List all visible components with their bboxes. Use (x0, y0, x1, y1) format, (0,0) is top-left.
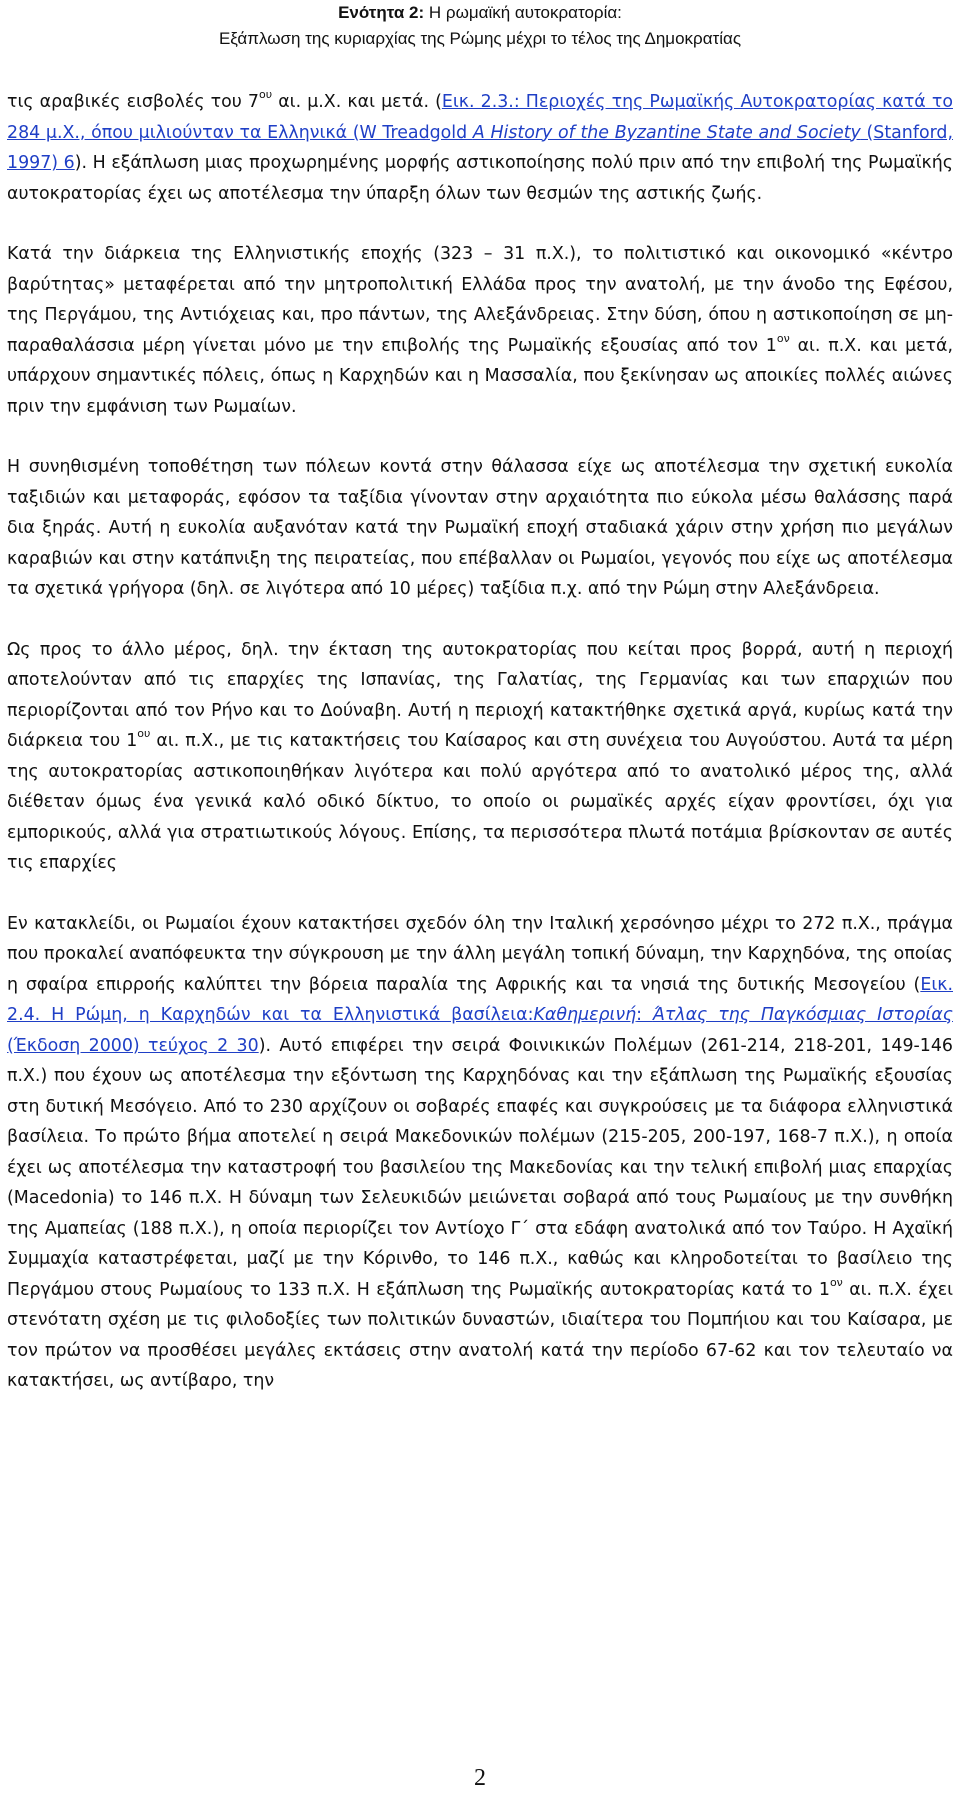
text-span: αι. π.Χ. έχει στενότατη σχέση με τις φιλοδοξίες των πολιτικών δυναστών, ιδιαίτερα του Πομπήιου και του Καίσαρα, με τον πρώτον να προσθέσει μεγάλες εκτάσεις στην ανατολή κατά την περίοδο 67-62 και τον τελευταίο να κατακτήσει, ως αντίβαρο, την (7, 1279, 953, 1391)
text-span: ). Η εξάπλωση μιας προχωρημένης μορφής αστικοποίησης πολύ πριν από την επιβολή της Ρωμαϊκής αυτοκρατορίας έχει ως αποτέλεσμα την ύπαρξη όλων των θεσμών της αστικής ζωής. (7, 153, 953, 204)
text-span: αι. π.Χ. και μετά, υπάρχουν σημαντικές πόλεις, όπως η Καρχηδών και η Μασσαλία, που ξεκίνησαν ως αποικίες πολλές αιώνες πριν την εμφάνιση των Ρωμαίων. (7, 335, 953, 417)
link-text: Εικ. 2.3.: Περιοχές της Ρωμαϊκής Αυτοκρατορίας κατά το 284 μ.Χ., όπου μιλιούνταν τα Ελληνικά (W Treadgold (7, 92, 953, 143)
superscript: ου (137, 727, 151, 741)
link-italic-text: Καθημερινή (533, 1005, 637, 1025)
link-text: : (636, 1005, 653, 1025)
text-span: Εν κατακλείδι, οι Ρωμαίοι έχουν κατακτήσει σχεδόν όλη την Ιταλική χερσόνησο μέχρι το 272 π.Χ., πράγμα που προκαλεί αναπόφευκτα την σύγκρουση με την άλλη μεγάλη τοπική δύναμη, την Καρχηδόνα, της οποίας η σφαίρα επιρροής καλύπτει την βόρεια παραλία της Αφρικής και τα νησιά της δυτικής Μεσογείου ( (7, 913, 953, 995)
link-text: Εικ. 2.4. Η Ρώμη, η Καρχηδών και τα Ελληνιστικά βασίλεια: (7, 974, 953, 1025)
superscript: ου (259, 88, 273, 102)
text-span: τις αραβικές εισβολές του 7 (7, 92, 259, 112)
link-italic-text: A History of the Byzantine State and Society (472, 122, 861, 143)
text-span: Ως προς το άλλο μέρος, δηλ. την έκταση της αυτοκρατορίας που κείται προς βορρά, αυτή η περιοχή αποτελούνταν από τις επαρχίες της Ισπανίας, της Γαλατίας, της Γερμανίας και των επαρχιών που περιορίζονται από τον Ρήνο και το Δούναβη. Αυτή η περιοχή κατακτήθηκε σχετικά αργά, κυρίως κατά την διάρκεια του 1 (7, 639, 953, 751)
body-text (7, 87, 953, 1427)
text-span: Η συνηθισμένη τοποθέτηση των πόλεων κοντά στην θάλασσα είχε ως αποτέλεσμα την σχετική ευκολία ταξιδιών και μεταφοράς, εφόσον τα ταξίδια γίνονταν στην αρχαιότητα πιο εύκολα μέσω θαλάσσης παρά δια ξηράς. Αυτή η ευκολία αυξανόταν κατά την Ρωμαϊκή εποχή σταδιακά χάριν στην χρήση πιο μεγάλων καραβιών και στην κατάπνιξη της πειρατείας, που επέβαλλαν οι Ρωμαίοι, γεγονός που είχε ως αποτέλεσμα τα σχετικά γρήγορα (δηλ. σε λιγότερα από 10 μέρες) ταξίδια π.χ. από την Ρώμη στην Αλεξάνδρεια. (7, 457, 953, 599)
header-line-1 (0, 0, 960, 26)
text-span: αι. π.Χ., με τις κατακτήσεις του Καίσαρος και στη συνέχεια του Αυγούστου. Αυτά τα μέρη της αυτοκρατορίας αστικοποιηθήκαν λιγότερα και πολύ αργότερα από το ανατολικό μέρος της, αλλά διέθεταν όμως ένα γενικά καλό οδικό δίκτυο, το οποίο οι ρωμαϊκές αρχές είχαν φροντίσει, όχι για εμπορικούς, αλλά για στρατιωτικούς λόγους. Επίσης, τα περισσότερα πλωτά ποτάμια βρίσκονταν σε αυτές τις επαρχίες (7, 731, 953, 873)
link-text: (Έκδοση 2000) τεύχος 2 30 (7, 1035, 259, 1056)
paragraph-4 (7, 635, 953, 879)
superscript: ον (829, 1275, 843, 1289)
page-number: 2 (474, 1765, 486, 1791)
header-unit-title: Η ρωμαϊκή αυτοκρατορία: (424, 3, 622, 22)
page-header (0, 0, 960, 52)
header-line-2: Εξάπλωση της κυριαρχίας της Ρώμης μέχρι το τέλος της Δημοκρατίας (218, 29, 742, 48)
link-text: (Stanford, 1997) 6 (7, 122, 953, 173)
text-span: αι. μ.Χ. και μετά. ( (272, 92, 442, 112)
paragraph-2 (7, 239, 953, 422)
paragraph-1 (7, 87, 953, 209)
paragraph-5 (7, 909, 953, 1397)
text-span: ). Αυτό επιφέρει την σειρά Φοινικικών Πολέμων (261-214, 218-201, 149-146 π.Χ.) που έχουν ως αποτέλεσμα την εξόντωση της Καρχηδόνας και την εξάπλωση της Ρωμαϊκής εξουσίας στη δυτική Μεσόγειο. Από το 230 αρχίζουν οι σοβαρές επαφές και συγκρούσεις με τα διάφορα ελληνιστικά βασίλεια. Το πρώτο βήμα αποτελεί η σειρά Μακεδονικών πολέμων (215-205, 200-197, 168-7 π.Χ.), η οποία έχει ως αποτέλεσμα την καταστροφή του βασιλείου της Μακεδονίας και την τελική επιβολή μιας επαρχίας (Macedonia) το 146 π.Χ. Η δύναμη των Σελευκιδών μειώνεται σοβαρά από τους Ρωμαίους με την συνθήκη της Αμαπείας (188 π.Χ.), η οποία περιορίζει τον Αντίοχο Γ΄ στα εδάφη ανατολικά από τον Ταύρο. Η Αχαϊκή Συμμαχία καταστρέφεται, μαζί με την Κόρινθο, το 146 π.Χ., καθώς και κληροδοτείται το βασίλειο της Περγάμου στους Ρωμαίους το 133 π.Χ. Η εξάπλωση της Ρωμαϊκής αυτοκρατορίας κατά το 1 (7, 1035, 953, 1300)
link-italic-text: Άτλας της Παγκόσμιας Ιστορίας (652, 1005, 953, 1025)
superscript: ον (776, 331, 790, 345)
paragraph-3 (7, 452, 953, 605)
header-unit-label: Ενότητα 2: (338, 3, 425, 22)
text-span: Κατά την διάρκεια της Ελληνιστικής εποχής (323 – 31 π.Χ.), το πολιτιστικό και οικονομικό «κέντρο βαρύτητας» μεταφέρεται από την μητροπολιτική Ελλάδα προς την ανατολή, με την άνοδο της Εφέσου, της Περγάμου, της Αντιόχειας και, προ πάντων, της Αλεξάνδρειας. Στην δύση, όπου η αστικοποίηση σε μη-παραθαλάσσια μέρη γίνεται μόνο με την επιβολής της Ρωμαϊκής εξουσίας από τον 1 (7, 244, 953, 356)
